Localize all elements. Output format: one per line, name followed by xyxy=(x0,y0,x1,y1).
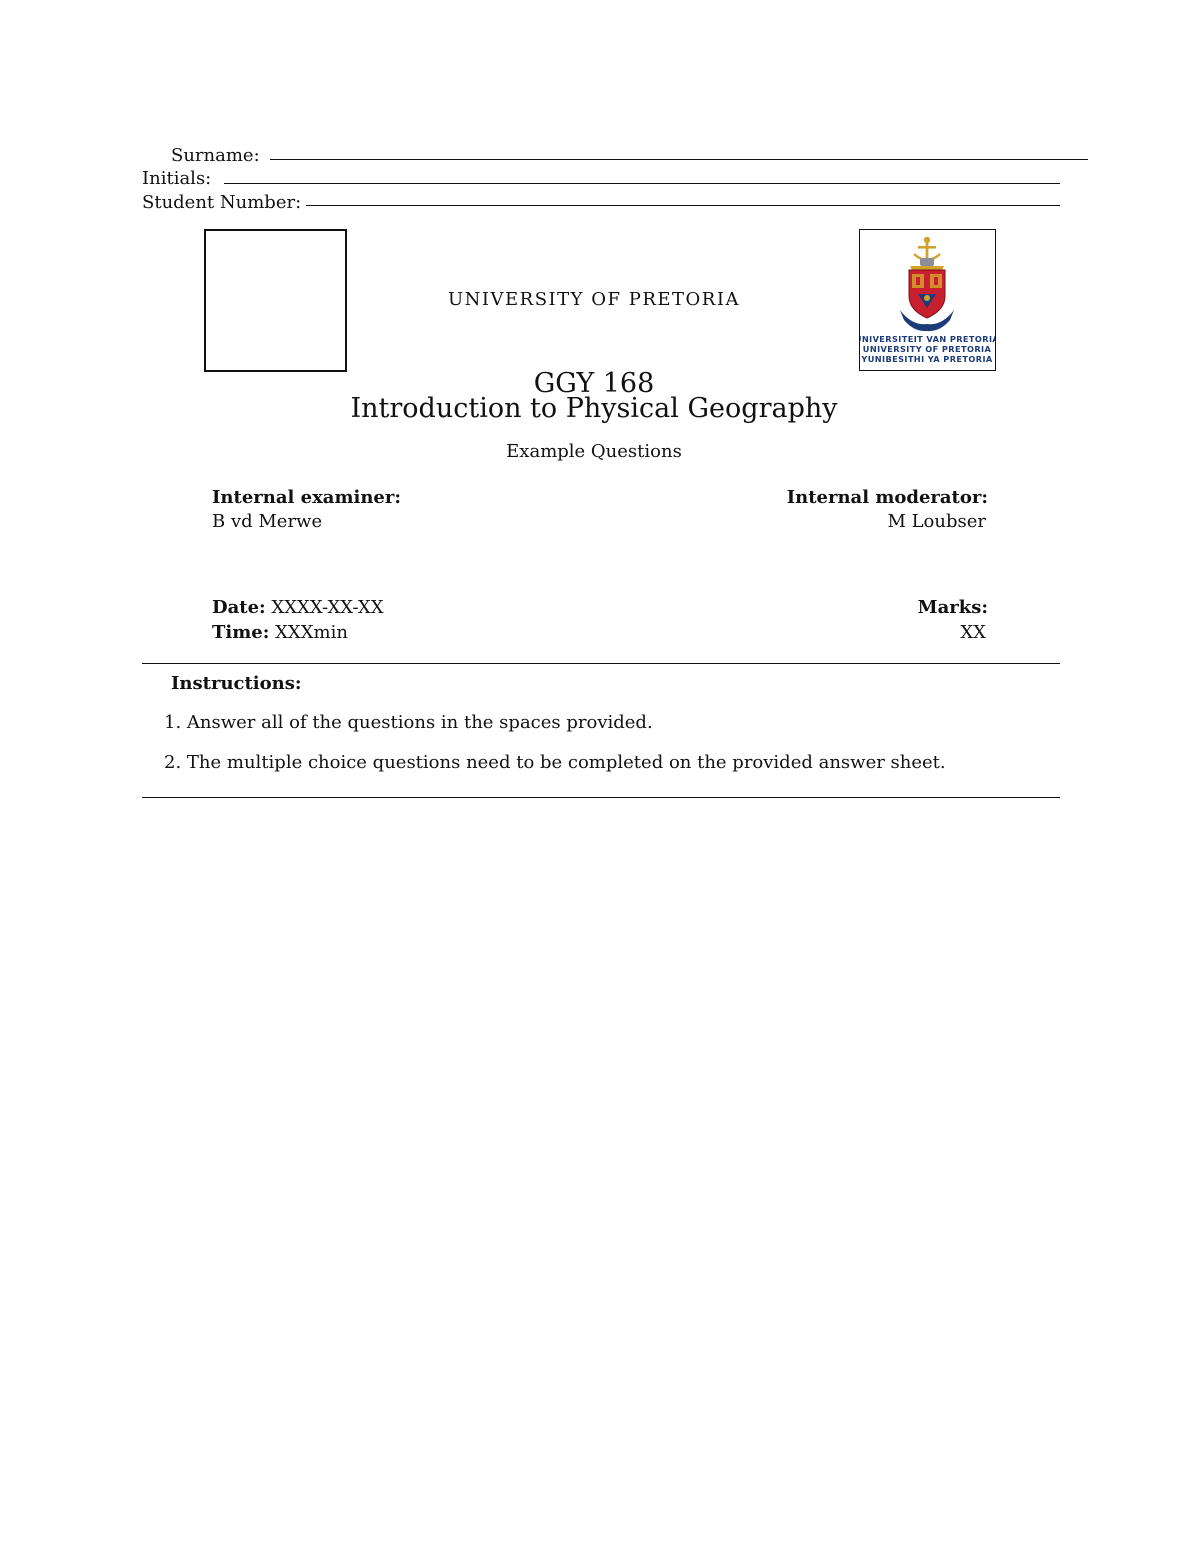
instruction-text: Answer all of the questions in the spaces provided. xyxy=(186,712,653,733)
surname-line[interactable] xyxy=(270,159,1088,160)
student-number-label: Student Number: xyxy=(142,192,302,213)
logo-text-line3: YUNIBESITHI YA PRETORIA xyxy=(861,354,993,364)
instructions-bottom-rule xyxy=(142,797,1060,798)
marks-label: Marks: xyxy=(917,597,988,618)
internal-moderator-name: M Loubser xyxy=(887,511,986,532)
time-row xyxy=(212,622,348,643)
date-label: Date: xyxy=(212,597,266,618)
instruction-number: 2. xyxy=(164,752,182,773)
course-code: GGY 168 xyxy=(533,368,655,399)
time-value: XXXmin xyxy=(275,622,348,643)
instruction-number: 1. xyxy=(164,712,182,733)
instructions-heading: Instructions: xyxy=(171,673,302,694)
initials-line[interactable] xyxy=(224,183,1060,184)
internal-examiner-name: B vd Merwe xyxy=(212,511,323,532)
surname-label: Surname: xyxy=(171,145,260,166)
paper-subtitle: Example Questions xyxy=(506,441,682,462)
time-label: Time: xyxy=(212,622,270,643)
date-value: XXXX-XX-XX xyxy=(271,597,384,618)
university-name: UNIVERSITY OF PRETORIA xyxy=(448,289,740,310)
internal-examiner-label: Internal examiner: xyxy=(212,487,402,508)
instruction-item xyxy=(164,712,653,733)
instructions-top-rule xyxy=(142,663,1060,664)
instruction-item xyxy=(164,752,946,773)
marks-value: XX xyxy=(960,622,986,643)
date-row xyxy=(212,597,384,618)
student-number-line[interactable] xyxy=(306,205,1060,206)
course-title: Introduction to Physical Geography xyxy=(350,393,838,424)
logo-text-line2: UNIVERSITY OF PRETORIA xyxy=(862,344,992,354)
logo-text-line1: UNIVERSITEIT VAN PRETORIA xyxy=(860,334,995,344)
initials-label: Initials: xyxy=(142,168,212,189)
internal-moderator-label: Internal moderator: xyxy=(786,487,988,508)
instruction-text: The multiple choice questions need to be completed on the provided answer sheet. xyxy=(186,752,946,773)
